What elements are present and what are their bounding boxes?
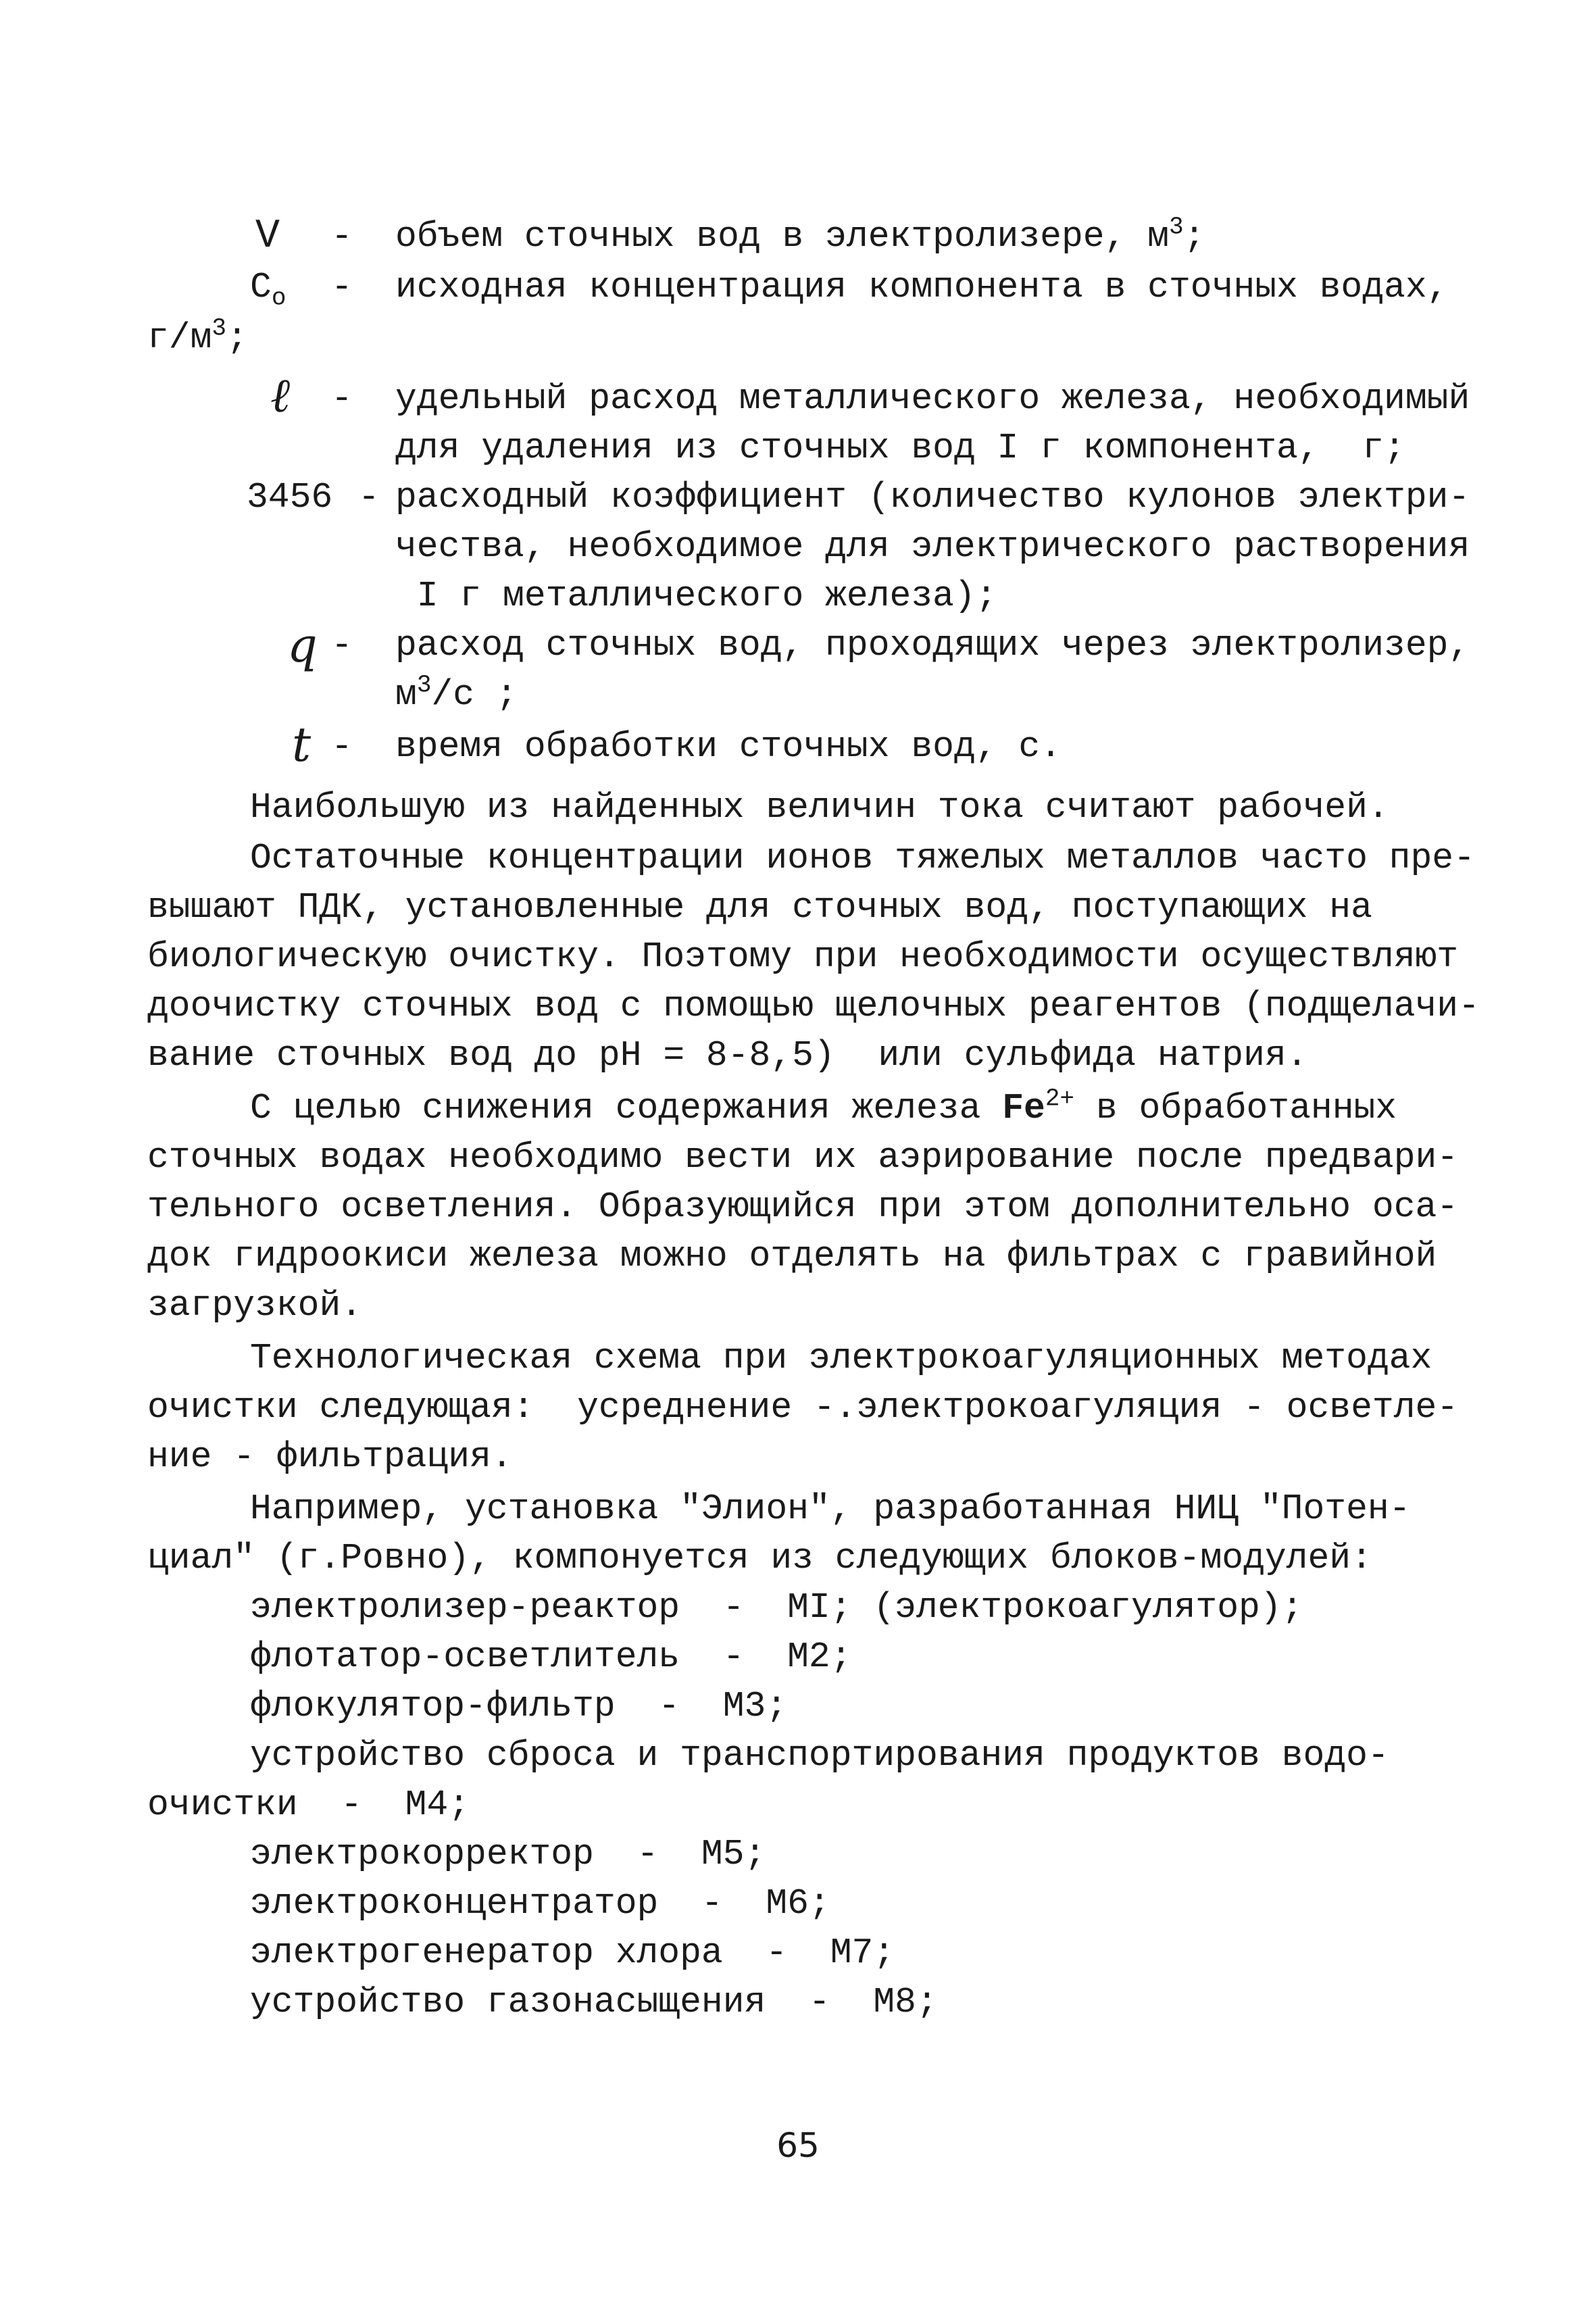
dash: - (331, 625, 353, 666)
symbol-b: ℓ (270, 368, 291, 423)
definition-t: время обработки сточных вод, с. (395, 726, 1062, 767)
module-item: очистки - М4; (147, 1785, 470, 1825)
paragraph-line: доочистку сточных вод с помощью щелочных реагентов (подщелачи- (147, 986, 1480, 1026)
symbol-3456: 3456 (247, 477, 333, 518)
paragraph-line: тельного осветления. Образующийся при этом дополнительно оса- (147, 1187, 1459, 1227)
symbol-t: t (292, 717, 311, 772)
symbol-c0: $C_o$ (250, 267, 286, 312)
dash: - (331, 216, 353, 257)
definition-b-line2: для удаления из сточных вод I г компонента, г; (395, 428, 1405, 468)
module-item: электроконцентратор - М6; (250, 1883, 830, 1924)
iron-formula: Fe (1002, 1088, 1045, 1128)
paragraph-line: очистки следующая: усреднение -.электрокоагуляция - осветле- (147, 1387, 1459, 1428)
page-number: 65 (776, 2126, 820, 2165)
symbol-q: q (287, 618, 318, 673)
dash: - (331, 378, 353, 419)
paragraph-line: вышают ПДК, установленные для сточных вод, поступающих на (147, 887, 1372, 928)
definition-v: объем сточных вод в электролизере, $м^3$; (395, 213, 1205, 257)
dash: - (331, 267, 353, 307)
dash: - (331, 726, 353, 767)
paragraph-line: ние - фильтрация. (147, 1437, 513, 1477)
symbol-v: V (255, 214, 280, 259)
paragraph-line: С целью снижения содержания железа $Fe^{2+}$ в обработанных (250, 1085, 1397, 1128)
module-item: электролизер-реактор - МI; (электрокоагулятор); (250, 1587, 1303, 1628)
paragraph-line: сточных водах необходимо вести их аэрирование после предвари- (147, 1137, 1459, 1178)
paragraph-line: циал" (г.Ровно), компонуется из следующих блоков-модулей: (147, 1538, 1372, 1578)
paragraph-line: Наибольшую из найденных величин тока считают рабочей. (250, 787, 1389, 828)
module-item: флотатор-осветлитель - М2; (250, 1637, 852, 1677)
definition-q-unit: $м^3/с$ ; (395, 671, 518, 715)
paragraph-line: загрузкой. (147, 1285, 363, 1326)
module-item: электрогенератор хлора - М7; (250, 1933, 895, 1973)
paragraph-line: док гидроокиси железа можно отделять на фильтрах с гравийной (147, 1236, 1437, 1276)
definition-3456-line2: чества, необходимое для электрического растворения (395, 526, 1470, 567)
dash: - (358, 477, 380, 518)
module-item: устройство сброса и транспортирования продуктов водо- (250, 1735, 1389, 1776)
paragraph-line: биологическую очистку. Поэтому при необходимости осуществляют (147, 937, 1459, 977)
paragraph-line: Технологическая схема при электрокоагуляционных методах (250, 1338, 1432, 1378)
module-item: флокулятор-фильтр - М3; (250, 1686, 788, 1726)
definition-c0-unit: $г/м^3$; (147, 314, 248, 358)
paragraph-line: вание сточных вод до рН = 8-8,5) или сульфида натрия. (147, 1035, 1308, 1076)
module-item: устройство газонасыщения - М8; (250, 1982, 938, 2022)
definition-c0: исходная концентрация компонента в сточных водах, (395, 267, 1449, 307)
paragraph-line: Например, установка "Элион", разработанная НИЦ "Потен- (250, 1489, 1411, 1529)
module-item: электрокорректор - М5; (250, 1834, 766, 1874)
paragraph-line: Остаточные концентрации ионов тяжелых металлов часто пре- (250, 838, 1475, 878)
definition-q: расход сточных вод, проходящих через электролизер, (395, 625, 1470, 666)
definition-b-line1: удельный расход металлического железа, необходимый (395, 378, 1470, 419)
definition-3456-line1: расходный коэффициент (количество кулонов электри- (395, 477, 1470, 518)
definition-3456-line3: I г металлического железа); (395, 576, 997, 616)
